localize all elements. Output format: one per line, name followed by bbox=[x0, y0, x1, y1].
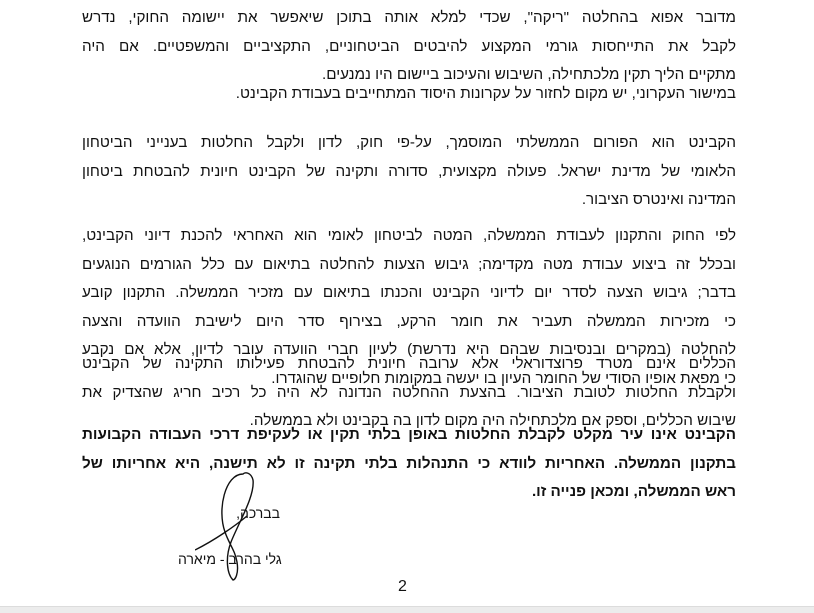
paragraph-3 bbox=[82, 129, 736, 215]
paragraph-line: בתקנון הממשלה. האחריות לוודא כי התנהלות בלתי תקינה זו לא תישנה, היא אחריותו של bbox=[82, 454, 736, 472]
paragraph-line: להחלטה (במקרים ובנסיבות שבהם היא נדרשת) לעיון חברי הוועדה עובר לדיון, אלא אם נקבע bbox=[82, 341, 736, 358]
closing-greeting: בברכה, bbox=[236, 505, 280, 521]
paragraph-line: בדבר; גיבוש הצעה לסדר יום לדיוני הקבינט והכנתו בתיאום עם מזכיר הממשלה. התקנון קובע bbox=[82, 284, 736, 301]
paragraph-line: הקבינט הוא הפורום הממשלתי המוסמך, על-פי חוק, לדון ולקבל החלטות בענייני הביטחון bbox=[82, 134, 736, 151]
paragraph-line: במישור העקרוני, יש מקום לחזור על עקרונות היסוד המתחייבים בעבודת הקבינט. bbox=[235, 85, 736, 102]
paragraph-line: המדינה ואינטרס הציבור. bbox=[581, 191, 736, 208]
paragraph-line: הלאומי של מדינת ישראל. פעולה מקצועית, סדורה ותקינה של הקבינט חיונית להבטחת ביטחון bbox=[82, 162, 736, 180]
paragraph-line: ובכלל זה ביצוע עבודת מטה מקדימה; גיבוש הצעות להחלטה בתיאום עם כלל הגורמים הנוגעים bbox=[82, 255, 736, 273]
paragraph-6-bold bbox=[82, 421, 736, 507]
paragraph-line: ולקבלת החלטות לטובת הציבור. בהצעת ההחלטה הנדונה לא היה כל רכיב חריג שהצדיק את bbox=[82, 383, 736, 401]
paragraph-1 bbox=[82, 4, 736, 90]
paragraph-line: מדובר אפוא בהחלטה "ריקה", שכדי למלא אותה בתוכן שיאפשר את יישומה החוקי, נדרש bbox=[82, 9, 736, 26]
paragraph-line: ראש הממשלה, ומכאן פנייה זו. bbox=[531, 483, 736, 500]
paragraph-line: כי מפאת אופיו הסודי של החומר העיון בו יעשה במקומות חלופיים שהוגדרו. bbox=[271, 369, 736, 387]
paragraph-line: שיבוש הכללים, וספק אם מלכתחילה היה מקום לדון בה בקבינט ולא בממשלה. bbox=[249, 412, 736, 429]
paragraph-line: כי מזכירות הממשלה תעביר את חומר הרקע, בצירוף סדר היום לישיבת הוועדה והצעה bbox=[82, 312, 736, 330]
paragraph-line: הקבינט אינו עיר מקלט לקבלת החלטות באופן בלתי תקין או לעקיפת דרכי העבודה הקבועות bbox=[82, 426, 736, 443]
paragraph-line: לקבל את התייחסות גורמי המקצוע להיבטים הביטחוניים, התקציביים והמשפטיים. אם היה bbox=[82, 37, 736, 55]
paragraph-2 bbox=[82, 80, 736, 109]
paragraph-line: מתקיים הליך תקין מלכתחילה, השיבוש והעיכוב ביישום היו נמנעים. bbox=[321, 66, 736, 83]
paragraph-line: הכללים אינם מטרד פרוצדוראלי אלא ערובה חיונית להבטחת פעילותו התקינה של הקבינט bbox=[82, 355, 736, 372]
handwritten-signature-icon bbox=[195, 470, 275, 582]
page-number: 2 bbox=[398, 578, 407, 595]
signer-name: גלי בהרב - מיארה bbox=[178, 551, 282, 567]
paragraph-line: לפי החוק והתקנון לעבודת הממשלה, המטה לביטחון לאומי הוא האחראי להכנת דיוני הקבינט, bbox=[82, 227, 736, 244]
